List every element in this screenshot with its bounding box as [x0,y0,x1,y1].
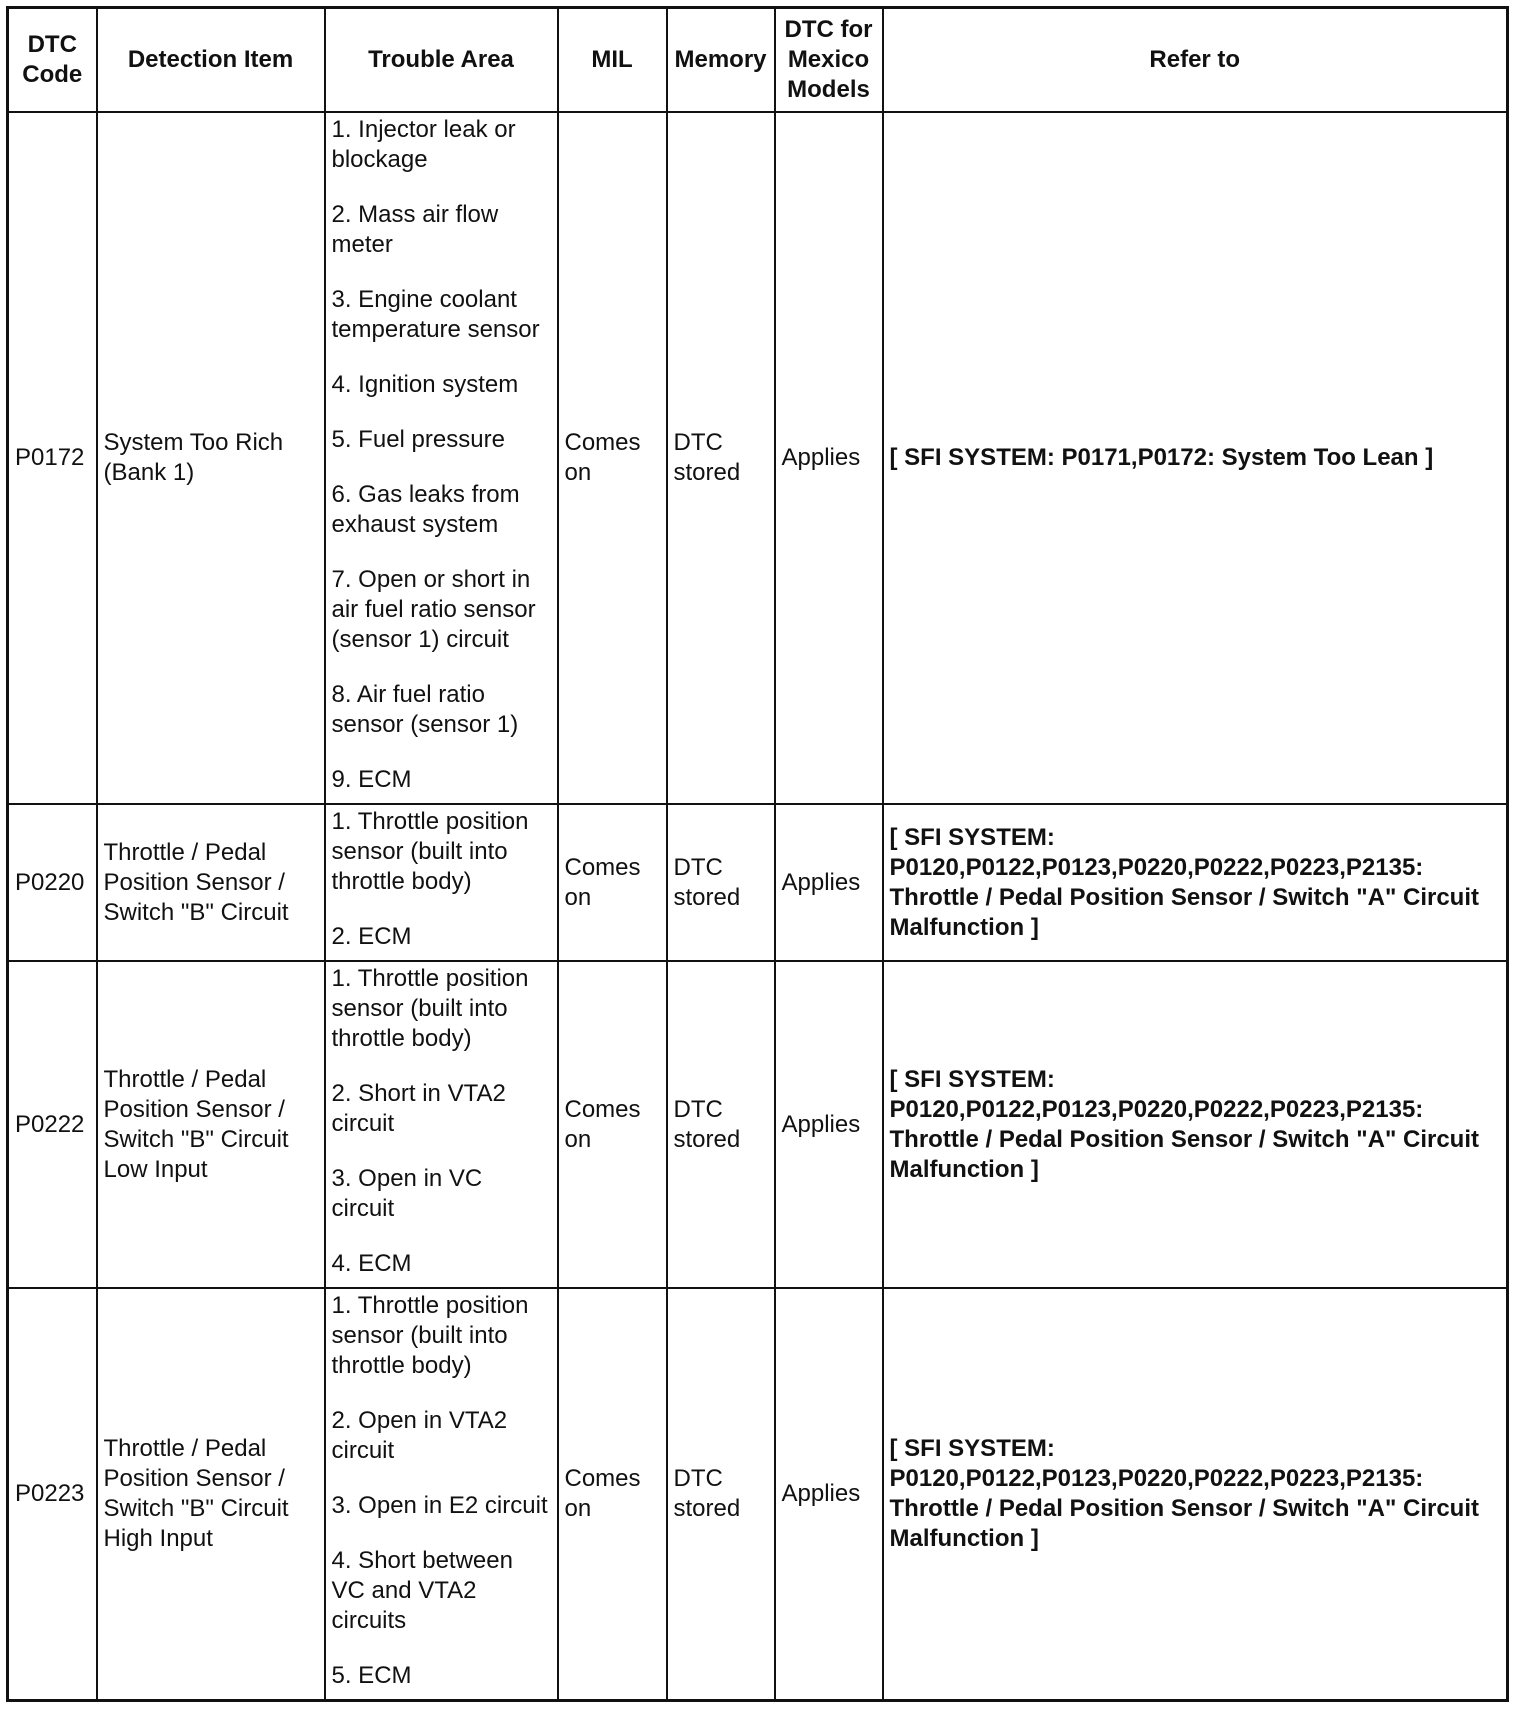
table-row [8,112,1508,804]
trouble-area-cell [325,112,558,804]
header-mil: MIL [558,8,667,113]
mil-cell: Comes on [558,804,667,961]
mexico-cell: Applies [775,112,883,804]
refer-to-link[interactable]: [ SFI SYSTEM: P0120,P0122,P0123,P0220,P0222,P0223,P2135: Throttle / Pedal Position Sensor / Switch "A" Circuit Malfunction ] [883,961,1508,1288]
trouble-area-item: 3. Open in E2 circuit [331,1492,548,1519]
trouble-area-item: 6. Gas leaks from exhaust system [331,481,520,538]
trouble-area-item: 2. Short in VTA2 circuit [331,1080,506,1137]
trouble-area-item: 4. Short between VC and VTA2 circuits [331,1547,513,1634]
table-row [8,1288,1508,1701]
trouble-area-item: 2. Open in VTA2 circuit [331,1407,508,1464]
mil-cell: Comes on [558,112,667,804]
header-memory: Memory [667,8,775,113]
header-trouble-area: Trouble Area [325,8,558,113]
dtc-table-page [6,6,1509,1702]
trouble-area-item: 1. Throttle position sensor (built into throttle body) [331,1292,529,1379]
mexico-cell: Applies [775,1288,883,1701]
trouble-area-item: 2. Mass air flow meter [331,201,499,258]
table-row [8,804,1508,961]
trouble-area-cell [325,961,558,1288]
trouble-area-item: 4. ECM [331,1250,412,1277]
table-header-row [8,8,1508,113]
detection-item-cell: Throttle / Pedal Position Sensor / Switch "B" Circuit High Input [97,1288,325,1701]
mil-cell: Comes on [558,1288,667,1701]
header-dtc-code: DTC Code [8,8,97,113]
dtc-code-cell: P0220 [8,804,97,961]
trouble-area-item: 8. Air fuel ratio sensor (sensor 1) [331,681,519,738]
refer-to-link[interactable]: [ SFI SYSTEM: P0171,P0172: System Too Lean ] [883,112,1508,804]
header-mexico: DTC for Mexico Models [775,8,883,113]
refer-to-link[interactable]: [ SFI SYSTEM: P0120,P0122,P0123,P0220,P0222,P0223,P2135: Throttle / Pedal Position Sensor / Switch "A" Circuit Malfunction ] [883,804,1508,961]
dtc-code-cell: P0223 [8,1288,97,1701]
trouble-area-cell [325,804,558,961]
trouble-area-item: 4. Ignition system [331,371,519,398]
trouble-area-item: 9. ECM [331,766,412,793]
memory-cell: DTC stored [667,961,775,1288]
detection-item-cell: System Too Rich (Bank 1) [97,112,325,804]
trouble-area-item: 5. ECM [331,1662,412,1689]
trouble-area-item: 5. Fuel pressure [331,426,505,453]
mexico-cell: Applies [775,804,883,961]
mexico-cell: Applies [775,961,883,1288]
trouble-area-item: 1. Injector leak or blockage [331,116,516,173]
memory-cell: DTC stored [667,1288,775,1701]
header-refer-to: Refer to [883,8,1508,113]
trouble-area-item: 7. Open or short in air fuel ratio sensor (sensor 1) circuit [331,566,536,653]
mil-cell: Comes on [558,961,667,1288]
trouble-area-item: 1. Throttle position sensor (built into throttle body) [331,808,529,895]
dtc-code-cell: P0172 [8,112,97,804]
detection-item-cell: Throttle / Pedal Position Sensor / Switch "B" Circuit [97,804,325,961]
trouble-area-item: 3. Open in VC circuit [331,1165,483,1222]
header-detection-item: Detection Item [97,8,325,113]
trouble-area-cell [325,1288,558,1701]
trouble-area-item: 2. ECM [331,923,412,950]
trouble-area-item: 3. Engine coolant temperature sensor [331,286,540,343]
dtc-code-cell: P0222 [8,961,97,1288]
dtc-table [6,6,1509,1702]
memory-cell: DTC stored [667,112,775,804]
table-row [8,961,1508,1288]
trouble-area-item: 1. Throttle position sensor (built into throttle body) [331,965,529,1052]
detection-item-cell: Throttle / Pedal Position Sensor / Switch "B" Circuit Low Input [97,961,325,1288]
refer-to-link[interactable]: [ SFI SYSTEM: P0120,P0122,P0123,P0220,P0222,P0223,P2135: Throttle / Pedal Position Sensor / Switch "A" Circuit Malfunction ] [883,1288,1508,1701]
memory-cell: DTC stored [667,804,775,961]
